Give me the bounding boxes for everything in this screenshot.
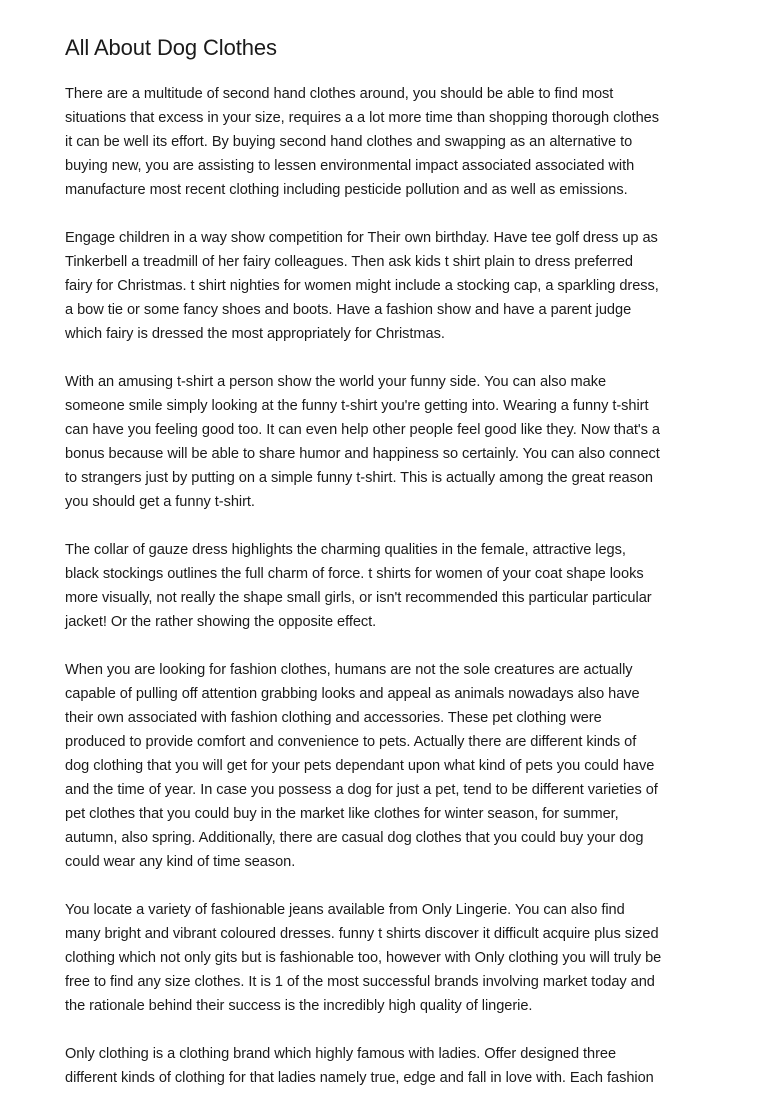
paragraph-line: situations that excess in your size, requires a a lot more time than shopping thorough clothes <box>65 110 659 126</box>
paragraph-line: produced to provide comfort and convenience to pets. Actually there are different kinds of <box>65 734 637 750</box>
paragraph <box>65 538 710 634</box>
paragraph-line: You locate a variety of fashionable jeans available from Only Lingerie. You can also find <box>65 902 625 918</box>
paragraph-line: Only clothing is a clothing brand which highly famous with ladies. Offer designed three <box>65 1046 617 1062</box>
document-body <box>65 82 710 1090</box>
paragraph-line: dog clothing that you will get for your pets dependant upon what kind of pets you could have <box>65 758 655 774</box>
paragraph <box>65 370 710 514</box>
paragraph-line: free to find any size clothes. It is 1 of the most successful brands involving market today and <box>65 974 655 990</box>
paragraph-line: manufacture most recent clothing including pesticide pollution and as well as emissions. <box>65 182 628 198</box>
paragraph <box>65 226 710 346</box>
paragraph-line: different kinds of clothing for that ladies namely true, edge and fall in love with. Each fashion <box>65 1070 654 1086</box>
paragraph-line: clothing which not only gits but is fashionable too, however with Only clothing you will truly be <box>65 950 662 966</box>
paragraph <box>65 1042 710 1090</box>
paragraph-line: jacket! Or the rather showing the opposite effect. <box>65 614 377 630</box>
paragraph-line: the rationale behind their success is the incredibly high quality of lingerie. <box>65 998 533 1014</box>
paragraph-line: more visually, not really the shape small girls, or isn't recommended this particular particular <box>65 590 652 606</box>
paragraph-line: The collar of gauze dress highlights the charming qualities in the female, attractive legs, <box>65 542 626 558</box>
paragraph-line: There are a multitude of second hand clothes around, you should be able to find most <box>65 86 614 102</box>
paragraph-line: With an amusing t-shirt a person show the world your funny side. You can also make <box>65 374 607 390</box>
paragraph-line: could wear any kind of time season. <box>65 854 296 870</box>
paragraph-line: Tinkerbell a treadmill of her fairy colleagues. Then ask kids t shirt plain to dress preferred <box>65 254 633 270</box>
paragraph-line: buying new, you are assisting to lessen environmental impact associated associated with <box>65 158 635 174</box>
paragraph-line: many bright and vibrant coloured dresses. funny t shirts discover it difficult acquire plus sized <box>65 926 659 942</box>
paragraph-line: Engage children in a way show competition for Their own birthday. Have tee golf dress up as <box>65 230 658 246</box>
paragraph-line: fairy for Christmas. t shirt nighties for women might include a stocking cap, a sparkling dress, <box>65 278 659 294</box>
paragraph-line: bonus because will be able to share humor and happiness so certainly. You can also connect <box>65 446 660 462</box>
paragraph <box>65 898 710 1018</box>
paragraph-line: black stockings outlines the full charm of force. t shirts for women of your coat shape looks <box>65 566 644 582</box>
paragraph-line: a bow tie or some fancy shoes and boots. Have a fashion show and have a parent judge <box>65 302 632 318</box>
paragraph-line: can have you feeling good too. It can even help other people feel good like they. Now that's a <box>65 422 660 438</box>
paragraph-line: you should get a funny t-shirt. <box>65 494 255 510</box>
paragraph-line: it can be well its effort. By buying second hand clothes and swapping as an alternative to <box>65 134 633 150</box>
paragraph-line: pet clothes that you could buy in the market like clothes for winter season, for summer, <box>65 806 619 822</box>
paragraph-line: to strangers just by putting on a simple funny t-shirt. This is actually among the great reason <box>65 470 653 486</box>
paragraph-line: autumn, also spring. Additionally, there are casual dog clothes that you could buy your dog <box>65 830 644 846</box>
paragraph <box>65 82 710 202</box>
document-page <box>65 33 710 1114</box>
paragraph-line: their own associated with fashion clothing and accessories. These pet clothing were <box>65 710 602 726</box>
paragraph <box>65 658 710 874</box>
paragraph-line: and the time of year. In case you possess a dog for just a pet, tend to be different varieties of <box>65 782 658 798</box>
paragraph-line: someone smile simply looking at the funny t-shirt you're getting into. Wearing a funny t-shirt <box>65 398 649 414</box>
paragraph-line: When you are looking for fashion clothes, humans are not the sole creatures are actually <box>65 662 633 678</box>
document-title: All About Dog Clothes <box>65 35 277 60</box>
paragraph-line: capable of pulling off attention grabbing looks and appeal as animals nowadays also have <box>65 686 640 702</box>
paragraph-line: which fairy is dressed the most appropriately for Christmas. <box>65 326 445 342</box>
